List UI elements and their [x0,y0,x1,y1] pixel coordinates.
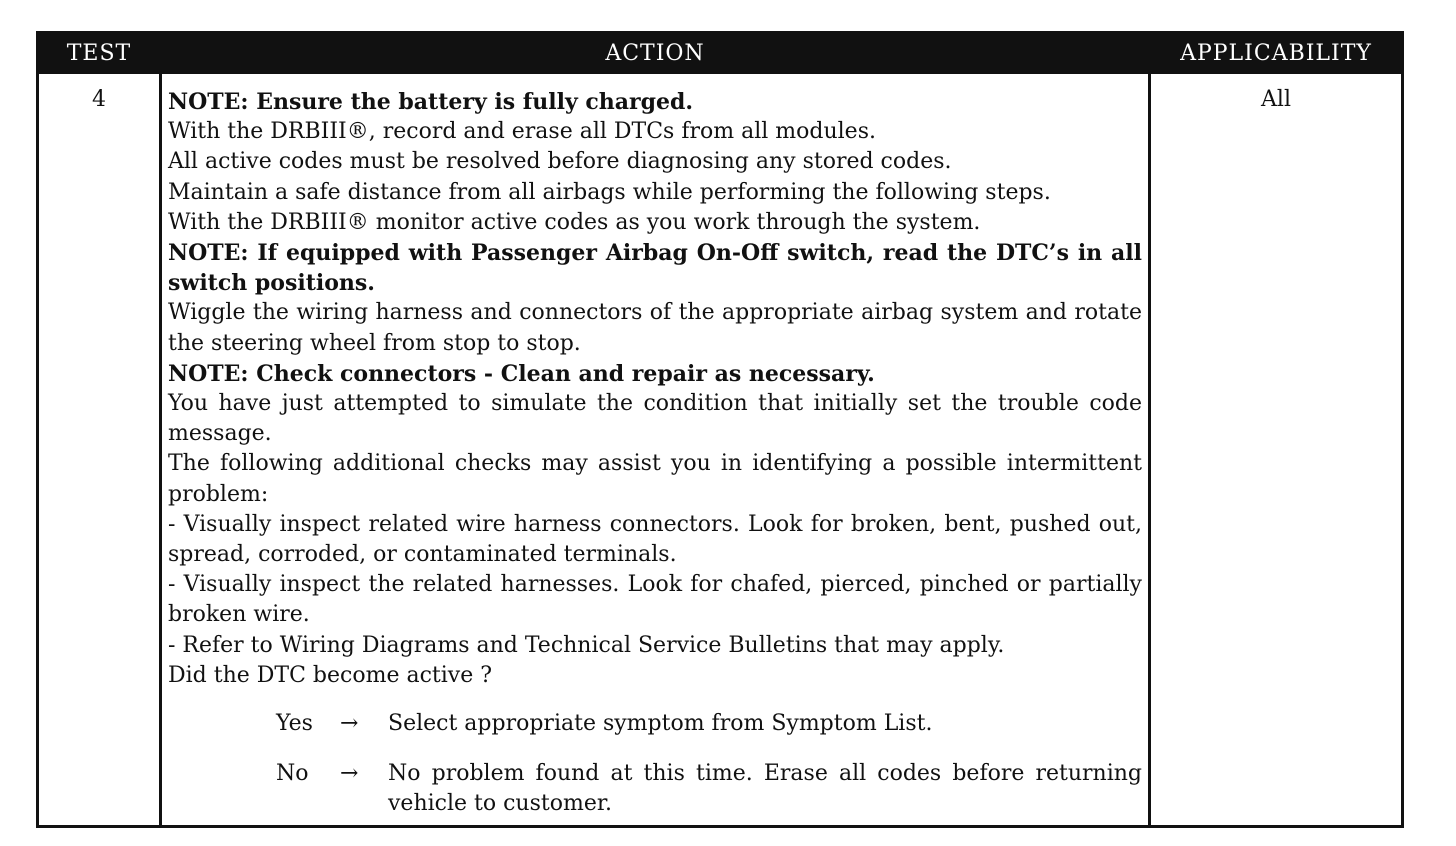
arrow-right-icon: → [340,711,359,736]
response-no-label: No [276,761,309,786]
note-line: NOTE: Check connectors - Clean and repair as necessary. [168,360,875,387]
note-line: NOTE: Ensure the battery is fully charged. [168,89,694,115]
header-applicability: APPLICABILITY [1180,41,1372,66]
response-yes-label: Yes [276,711,313,736]
instruction-line: You have just attempted to simulate the condition that initially set the trouble code message. [168,391,1142,447]
diagnostic-table [36,31,1404,828]
instruction-line: All active codes must be resolved before diagnosing any stored codes. [168,149,952,175]
instruction-line: The following additional checks may assist you in identifying a possible intermittent problem: [168,451,1142,507]
action-cell [168,87,1142,691]
header-test: TEST [66,41,132,66]
note-line: NOTE: If equipped with Passenger Airbag On-Off switch, read the DTC’s in all switch positions. [168,240,1142,297]
applicability-value: All [1261,87,1291,112]
table-header [39,34,1401,74]
instruction-line: Maintain a safe distance from all airbags while performing the following steps. [168,179,1051,205]
instruction-line: - Visually inspect related wire harness connectors. Look for broken, bent, pushed out, spread, corroded, or contaminated terminals. [168,511,1142,568]
instruction-line: - Visually inspect the related harnesses. Look for chafed, pierced, pinched or partially broken wire. [168,572,1142,628]
instruction-line: With the DRBIII® monitor active codes as you work through the system. [168,209,981,235]
instruction-line: - Refer to Wiring Diagrams and Technical Service Bulletins that may apply. [168,632,1005,658]
header-action: ACTION [605,41,705,66]
column-divider [1148,74,1151,825]
test-number: 4 [92,87,106,112]
instruction-line: Wiggle the wiring harness and connectors of the appropriate airbag system and rotate the steering wheel from stop to stop. [168,300,1142,356]
response-yes-text: Select appropriate symptom from Symptom List. [388,711,933,736]
instruction-line: Did the DTC become active ? [168,662,493,688]
response-no-text: No problem found at this time. Erase all codes before returning vehicle to customer. [388,761,1142,817]
arrow-right-icon: → [340,761,359,786]
column-divider [159,74,162,825]
instruction-line: With the DRBIII®, record and erase all DTCs from all modules. [168,119,876,145]
